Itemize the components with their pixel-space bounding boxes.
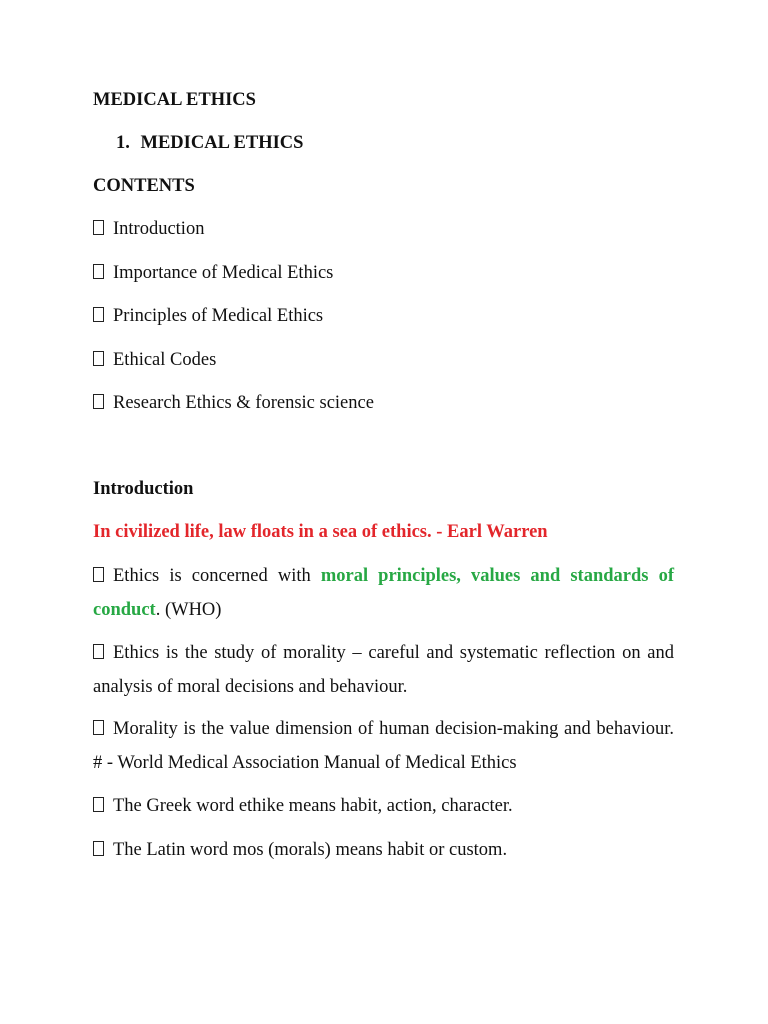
bullet-box-icon — [93, 220, 104, 235]
bullet-box-icon — [93, 841, 104, 856]
bullet-paragraph: Ethics is concerned with moral principles, values and standards of conduct. (WHO) — [93, 566, 674, 620]
document-title: MEDICAL ETHICS — [93, 90, 256, 110]
quote: In civilized life, law floats in a sea of ethics. - Earl Warren — [93, 522, 548, 542]
bullet-box-icon — [93, 351, 104, 366]
section-heading — [116, 132, 303, 154]
bullet-paragraph: The Greek word ethike means habit, action, character. — [93, 795, 513, 817]
bullet-paragraph: The Latin word mos (morals) means habit or custom. — [93, 839, 507, 861]
contents-item: Principles of Medical Ethics — [93, 305, 323, 327]
bullet-box-icon — [93, 307, 104, 322]
bullet-box-icon — [93, 644, 104, 659]
contents-item: Importance of Medical Ethics — [93, 262, 333, 284]
bullet-paragraph: Ethics is the study of morality – careful and systematic reflection on and analysis of moral decisions and behaviour. — [93, 643, 674, 697]
contents-heading: CONTENTS — [93, 176, 195, 196]
bullet-box-icon — [93, 264, 104, 279]
bullet-box-icon — [93, 797, 104, 812]
contents-item: Introduction — [93, 218, 204, 240]
contents-item: Research Ethics & forensic science — [93, 392, 374, 414]
contents-item: Ethical Codes — [93, 349, 216, 371]
section-title: MEDICAL ETHICS — [140, 133, 304, 153]
bullet-box-icon — [93, 394, 104, 409]
intro-heading: Introduction — [93, 479, 194, 499]
highlighted-text: moral principles, values and standards of conduct — [93, 566, 674, 620]
bullet-box-icon — [93, 720, 104, 735]
bullet-paragraph: Morality is the value dimension of human decision-making and behaviour. # - World Medical Association Manual of Medical Ethics — [93, 719, 674, 773]
section-number: 1. — [116, 133, 130, 153]
bullet-box-icon — [93, 567, 104, 582]
